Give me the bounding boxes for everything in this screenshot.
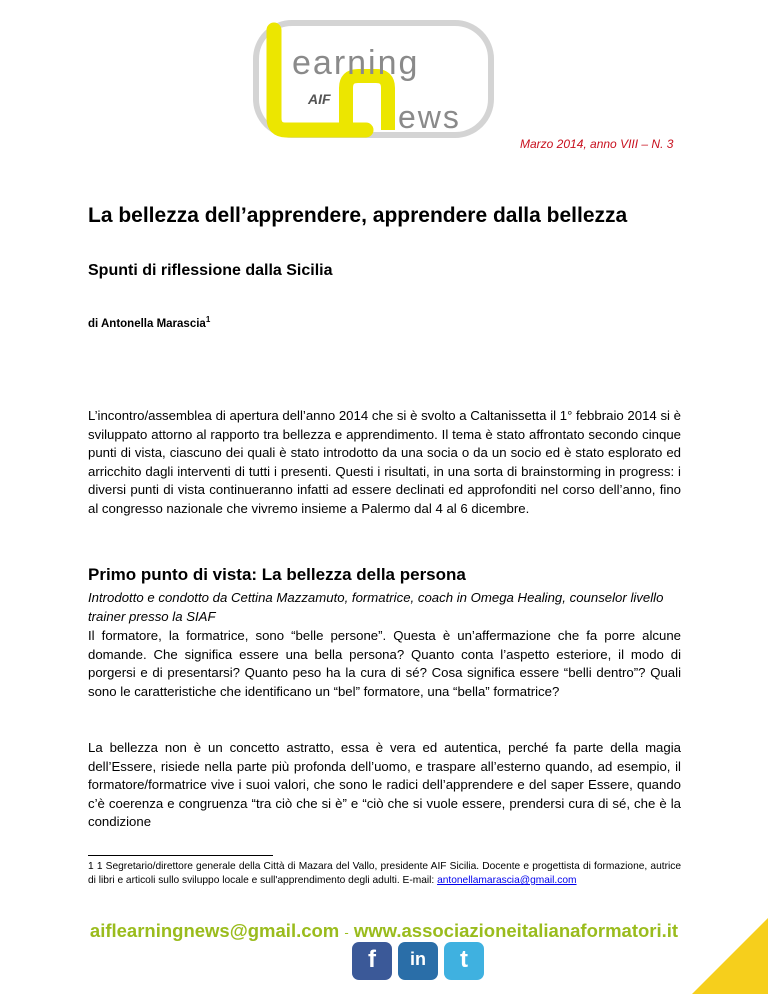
footnote [88,860,681,888]
footer-website[interactable]: www.associazioneitalianaformatori.it [353,920,679,941]
section-intro: Introdotto e condotto da Cettina Mazzamuto, formatrice, coach in Omega Healing, counselor livello trainer presso la SIAF [88,590,664,624]
footnote-divider [88,855,273,856]
section-heading: Primo punto di vista: La bellezza della persona [88,565,466,584]
footer-email[interactable]: aiflearningnews@gmail.com [89,920,340,941]
issue-info: Marzo 2014, anno VIII – N. 3 [520,137,674,151]
article-title: La bellezza dell’apprendere, apprendere dalla bellezza [88,204,628,227]
linkedin-icon[interactable] [398,942,438,980]
body-paragraph-2: Il formatore, la formatrice, sono “belle persone”. Questa è un’affermazione che fa porre alcune domande. Che significa essere una bella persona? Quanto conta l’aspetto esteriore, il modo di porgersi e di presentarsi? Quanto peso ha la cura di sé? Cosa significa essere “belli dentro”? Quali sono le caratteristiche che identificano un “bel” formatore, una “bella” formatrice? [88,628,681,699]
twitter-icon[interactable] [444,942,484,980]
facebook-icon[interactable] [352,942,392,980]
svg-text:ews: ews [398,99,461,135]
footnote-text: Segretario/direttore generale della Città di Mazara del Vallo, presidente AIF Sicilia. Docente e progettista di formazione, autrice di libri e articoli sullo sviluppo locale e sull'apprendimento degli adulti. E-mail: [88,861,681,886]
author-line [88,315,210,330]
body-paragraph-3: La bellezza non è un concetto astratto, essa è vera ed autentica, perché fa parte della magia dell’Essere, risiede nella parte più profonda dell’uomo, e traspare all’esterno quando, ad esempio, il formatore/formatrice vive i suoi valori, che sono le radici dell’apprendere e del saper Essere, quando c’è coerenza e congruenza “tra ciò che si è” e “ciò che si vuole essere, prendersi cura di sé, che è la condizione [88,740,681,830]
article-subtitle: Spunti di riflessione dalla Sicilia [88,262,333,279]
twitter-glyph: t [460,946,468,973]
footer-separator: - [344,925,349,940]
learning-news-logo [248,18,498,140]
footer-contacts [0,920,768,942]
author-name: di Antonella Marascia [88,317,206,330]
footnote-marker: 1 1 [88,861,103,872]
corner-decoration [692,918,768,994]
svg-text:AIF: AIF [308,91,331,107]
facebook-glyph: f [368,946,376,973]
svg-text:earning: earning [292,44,420,82]
linkedin-glyph: in [410,949,426,969]
footnote-email-link[interactable]: antonellamarascia@gmail.com [437,875,577,886]
intro-paragraph: L’incontro/assemblea di apertura dell’anno 2014 che si è svolto a Caltanissetta il 1° febbraio 2014 si è sviluppato attorno al rapporto tra bellezza e apprendimento. Il tema è stato affrontato secondo cinque punti di vista, ciascuno dei quali è stato introdotto da una socia o da un socio ed è stato esplorato ed arricchito dagli interventi di tutti i presenti. Questi i risultati, in una sorta di brainstorming in progress: i diversi punti di vista continueranno infatti ad essere declinati ed approfonditi nel corso dell’anno, fino al congresso nazionale che vivremo insieme a Palermo dal 4 al 6 dicembre. [88,408,681,516]
footnote-ref: 1 [205,315,211,324]
